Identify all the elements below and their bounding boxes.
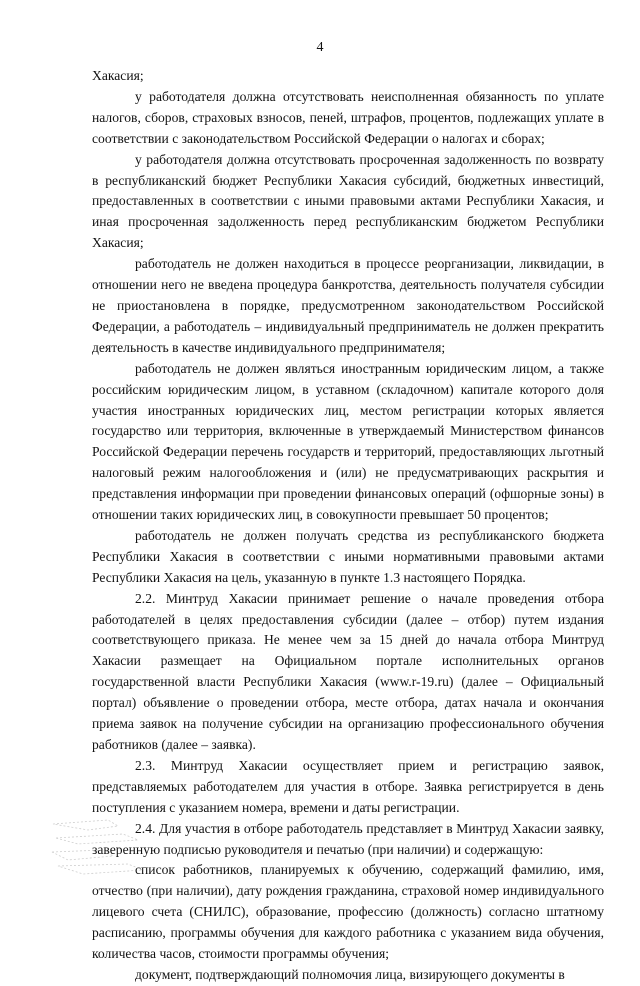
paragraph: у работодателя должна отсутствовать просроченная задолженность по возврату в республиканский бюджет Республики Хакасия субсидий, бюджетных инвестиций, предоставленных в соответствии с иными правовыми актами Республики Хакасия, и иная просроченная задолженность перед республиканским бюджетом Республики Хакасия; xyxy=(92,151,604,251)
paragraph: работодатель не должен являться иностранным юридическим лицом, а также российским юридическим лицом, в уставном (складочном) капитале которого доля участия иностранных юридических лиц, местом регистрации которых является государство или территория, включенные в утверждаемый Министерством финансов Российской Федерации перечень государств и территорий, предоставляющих льготный налоговый режим налогообложения и (или) не предусматривающих раскрытия и представления информации при проведении финансовых операций (офшорные зоны) в отношении таких юридических лиц, в совокупности превышает 50 процентов; xyxy=(92,360,604,523)
paragraph: 2.4. Для участия в отборе работодатель представляет в Минтруд Хакасии заявку, заверенную подписью руководителя и печатью (при наличии) и содержащую: xyxy=(92,820,604,857)
paragraph: 2.3. Минтруд Хакасии осуществляет прием и регистрацию заявок, представляемых работодателем для участия в отборе. Заявка регистрируется в день поступления с указанием номера, времени и даты регистрации. xyxy=(92,757,604,815)
page-number: 4 xyxy=(316,40,324,55)
paragraph: Хакасия; xyxy=(92,68,144,83)
paragraph: документ, подтверждающий полномочия лица, визирующего документы в xyxy=(135,966,565,982)
faded-stamp-mark xyxy=(48,816,178,878)
paragraph: работодатель не должен получать средства из республиканского бюджета Республики Хакасия в соответствии с иными нормативными правовыми актами Республики Хакасия на цель, указанную в пункте 1.3 настоящего Порядка. xyxy=(92,527,604,585)
paragraph: список работников, планируемых к обучению, содержащий фамилию, имя, отчество (при наличии), дату рождения гражданина, страховой номер индивидуального лицевого счета (СНИЛС), образование, профессию (должность) согласно штатному расписанию, программы обучения для каждого работника с указанием вида обучения, количества часов, стоимости программы обучения; xyxy=(92,862,604,962)
paragraph: работодатель не должен находиться в процессе реорганизации, ликвидации, в отношении него не введена процедура банкротства, деятельность получателя субсидии не приостановлена в порядке, предусмотренном законодательством Российской Федерации, а работодатель – индивидуальный предприниматель не должен прекратить деятельность в качестве индивидуального предпринимателя; xyxy=(92,256,604,355)
paragraph: 2.2. Минтруд Хакасии принимает решение о начале проведения отбора работодателей в целях предоставления субсидии (далее – отбор) путем издания соответствующего приказа. Не менее чем за 15 дней до начала отбора Минтруд Хакасии размещает на Официальном портале исполнительных органов государственной власти Республики Хакасия (www.r-19.ru) (далее – Официальный портал) объявление о проведении отбора, месте отбора, датах начала и окончания приема заявок на получение субсидии на организацию профессионального обучения работников (далее – заявка). xyxy=(92,590,604,752)
paragraph: у работодателя должна отсутствовать неисполненная обязанность по уплате налогов, сборов, страховых взносов, пеней, штрафов, процентов, подлежащих уплате в соответствии с законодательством Российской Федерации о налогах и сборах; xyxy=(92,88,604,146)
